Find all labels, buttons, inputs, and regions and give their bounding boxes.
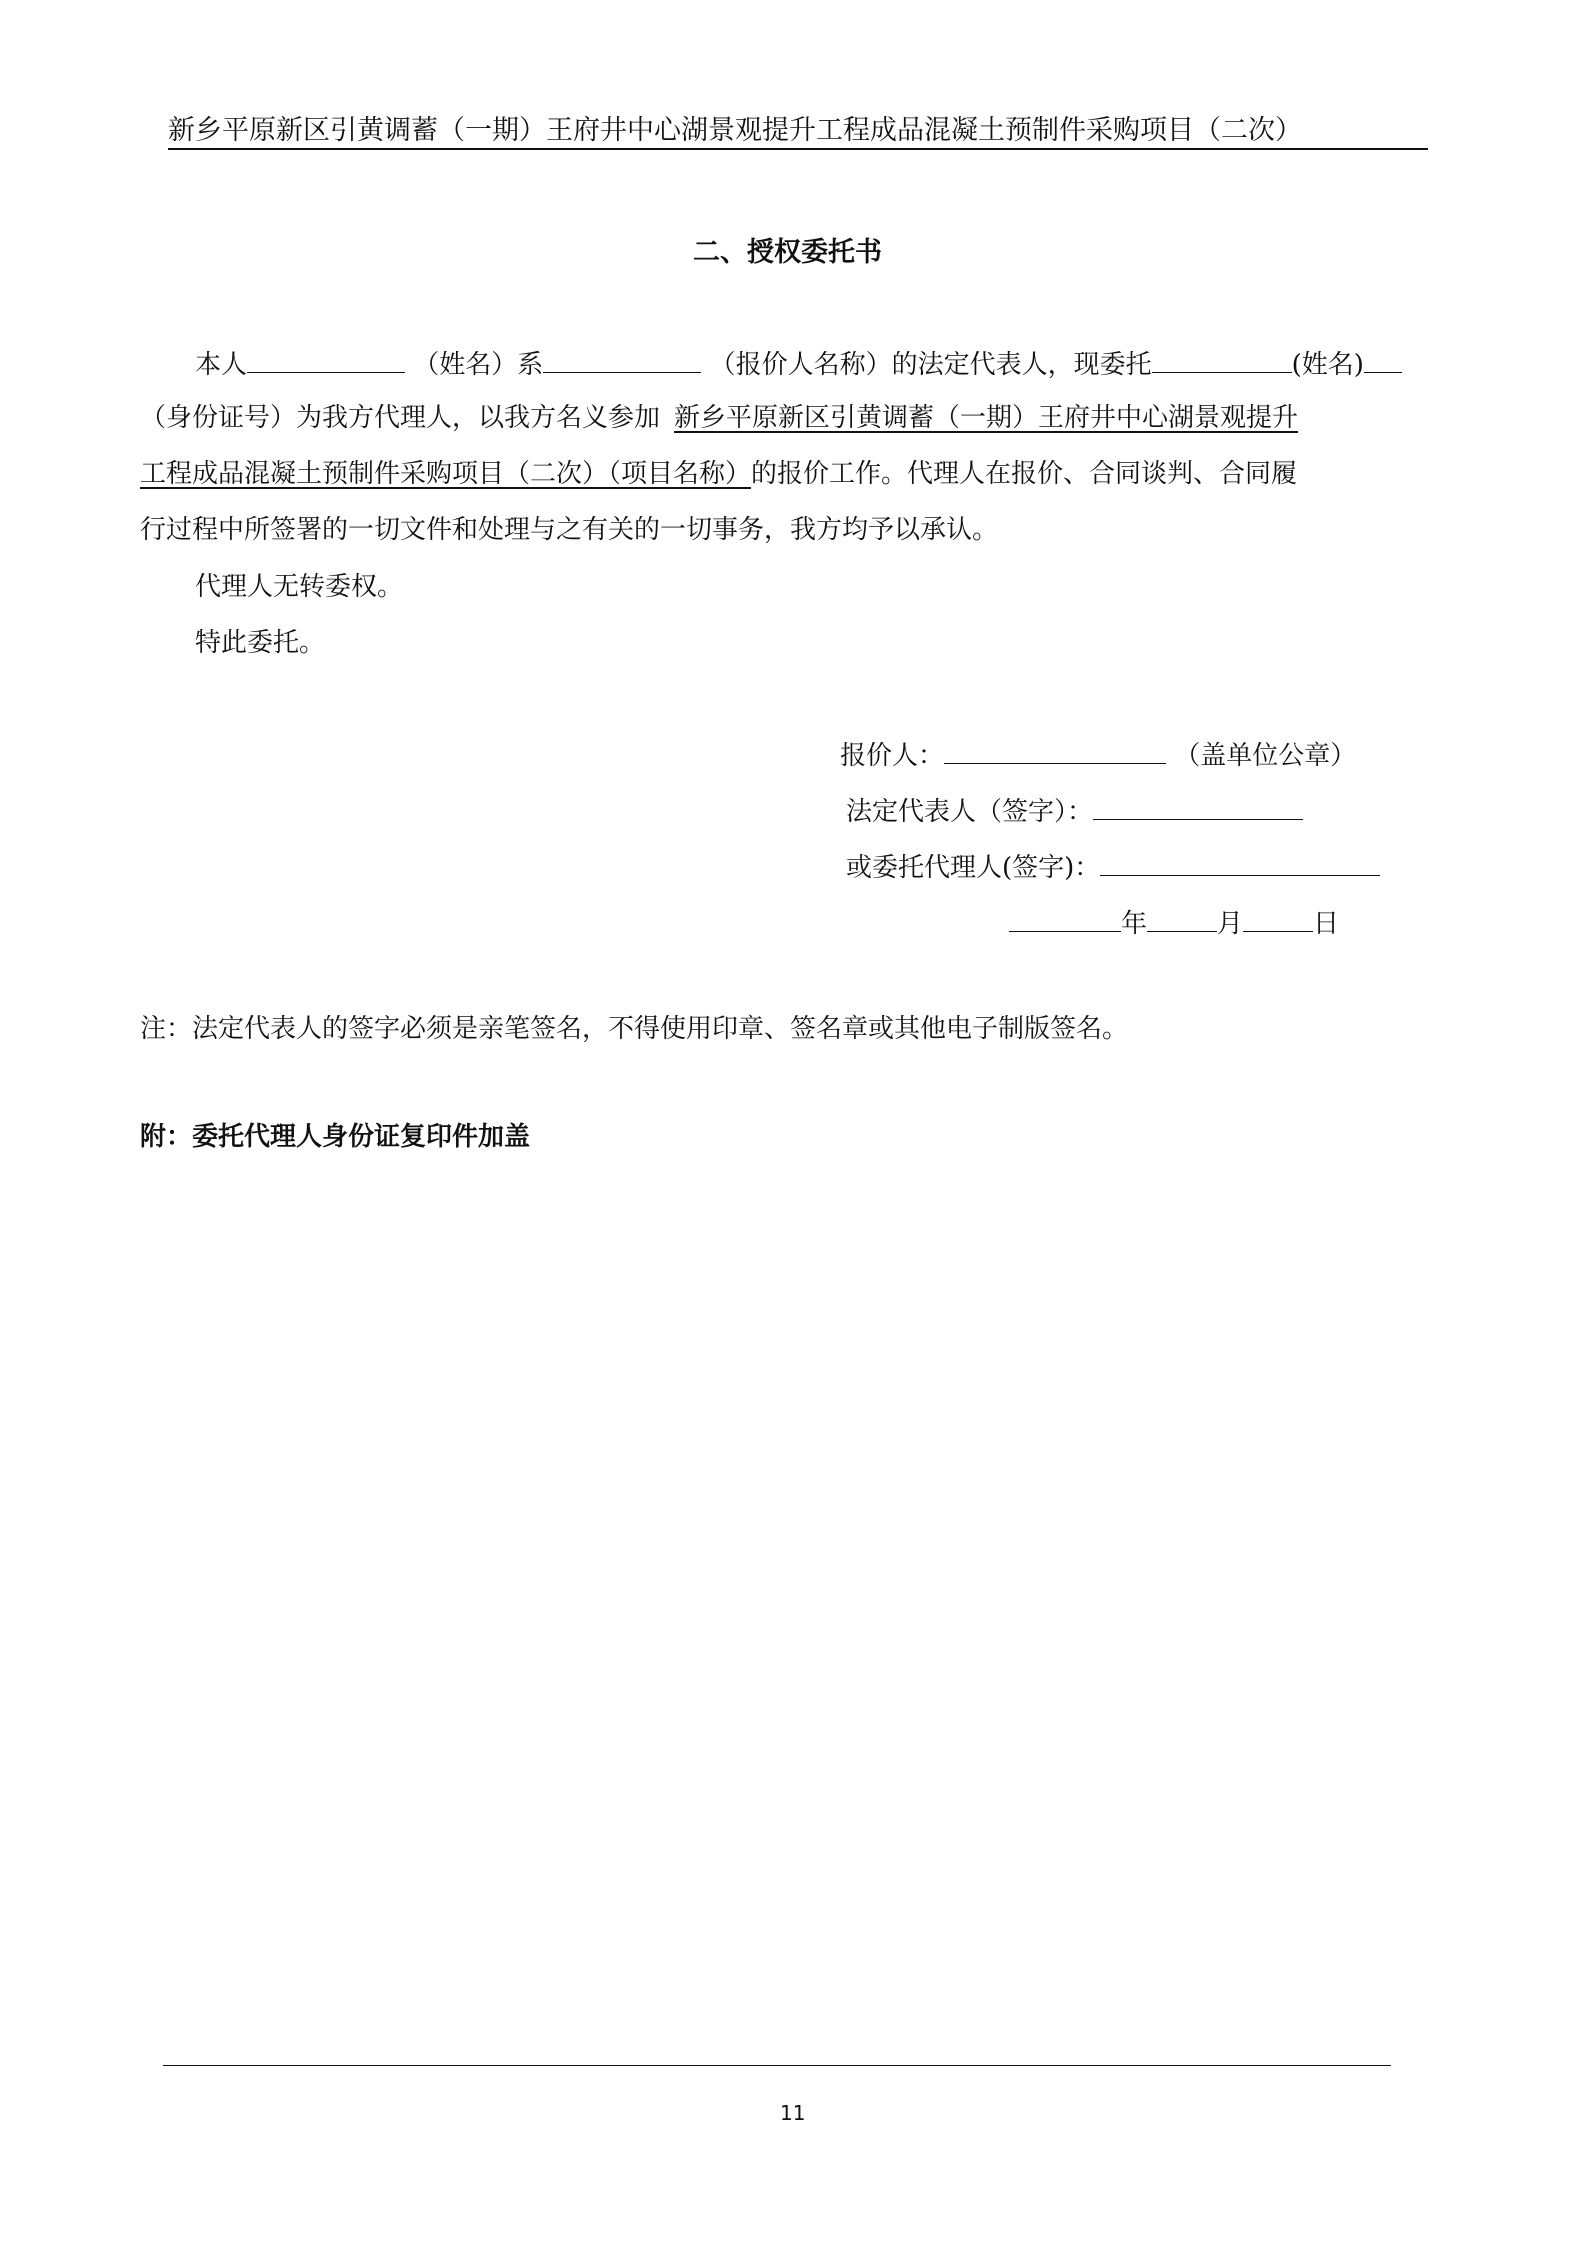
text-segment: 的报价工作。代理人在报价、合同谈判、合同履 (751, 459, 1298, 489)
legal-rep-label: 法定代表人（签字）： (846, 797, 1094, 827)
year-blank[interactable] (1009, 907, 1121, 932)
text-segment: （身份证号）为我方代理人，以我方名义参加 (140, 403, 661, 433)
text-segment: 本人 (195, 350, 248, 380)
bidder-signature-line (840, 739, 1356, 769)
text-segment: (姓名) (1291, 350, 1364, 380)
project-name-underlined: 工程成品混凝土预制件采购项目（二次）（项目名称） (140, 459, 752, 489)
agent-blank[interactable] (1100, 851, 1380, 876)
day-blank[interactable] (1243, 907, 1313, 932)
month-blank[interactable] (1147, 907, 1217, 932)
agent-name-blank[interactable] (1152, 348, 1292, 373)
date-line (1009, 907, 1339, 937)
project-name-underlined: 新乡平原新区引黄调蓄（一期）王府井中心湖景观提升 (674, 403, 1299, 433)
body-line-2 (140, 405, 1298, 431)
text-segment: （报价人名称）的法定代表人，现委托 (709, 350, 1152, 380)
running-header: 新乡平原新区引黄调蓄（一期）王府井中心湖景观提升工程成品混凝土预制件采购项目（二次） (168, 115, 1302, 146)
agent-signature-line (846, 851, 1380, 881)
hereby-entrust-text: 特此委托。 (195, 628, 326, 658)
month-label: 月 (1217, 909, 1244, 939)
header-rule (168, 148, 1428, 150)
agent-label: 或委托代理人(签字)： (846, 853, 1101, 883)
day-label: 日 (1313, 909, 1340, 939)
attachment-heading: 附：委托代理人身份证复印件加盖 (140, 1122, 531, 1152)
no-subdelegation-text: 代理人无转委权。 (195, 572, 404, 602)
body-line-4: 行过程中所签署的一切文件和处理与之有关的一切事务，我方均予以承认。 (140, 515, 999, 545)
bidder-name-blank[interactable] (543, 348, 701, 373)
body-line-3 (140, 461, 1297, 487)
text-segment: （姓名）系 (413, 350, 544, 380)
bidder-label: 报价人： (840, 741, 945, 771)
section-title: 二、授权委托书 (693, 237, 882, 268)
bidder-blank[interactable] (944, 739, 1166, 764)
signature-note: 注：法定代表人的签字必须是亲笔签名，不得使用印章、签名章或其他电子制版签名。 (140, 1014, 1129, 1044)
seal-note: （盖单位公章） (1174, 741, 1357, 771)
page-number: 11 (780, 2101, 806, 2125)
year-label: 年 (1121, 909, 1148, 939)
legal-rep-signature-line (846, 795, 1303, 825)
name-blank[interactable] (247, 348, 405, 373)
footer-rule (163, 2065, 1391, 2066)
legal-rep-blank[interactable] (1093, 795, 1303, 820)
body-line-1 (195, 348, 1402, 378)
id-number-blank[interactable] (1364, 348, 1402, 373)
